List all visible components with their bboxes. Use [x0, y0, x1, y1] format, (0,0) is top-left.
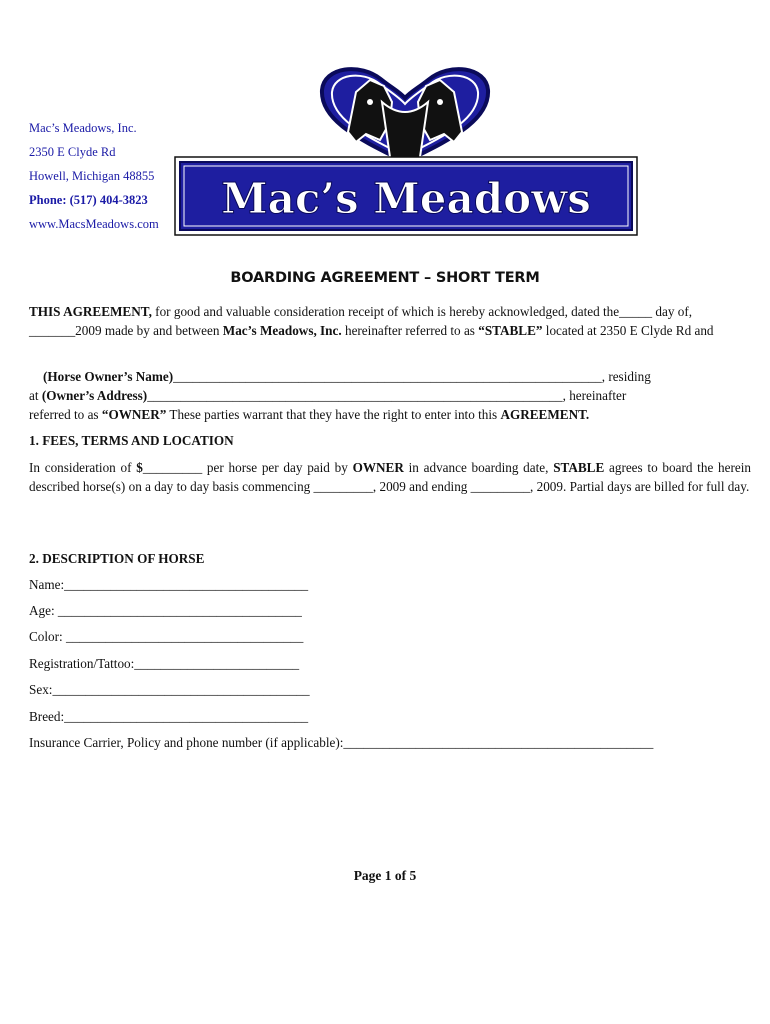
section-1-paragraph [29, 458, 751, 496]
owner-address-label: (Owner’s Address) [41, 388, 148, 403]
horse-breed-field[interactable]: Breed:_____________________________________ [29, 709, 309, 724]
intro-text-1: for good and valuable consideration receipt of which is hereby acknowledged, dated the_____ day of, _______2009 made by and between [29, 304, 693, 338]
horse-heads-icon [348, 80, 462, 165]
intro-company: Mac’s Meadows, Inc. [222, 323, 342, 338]
intro-text-2: hereinafter referred to as [341, 323, 479, 338]
intro-text-3: located at 2350 E Clyde Rd and [542, 323, 714, 338]
intro-lead: THIS AGREEMENT, [29, 304, 152, 319]
intro-paragraph [29, 302, 751, 340]
website-link[interactable]: www.MacsMeadows.com [29, 217, 159, 231]
phone-number: Phone: (517) 404-3823 [29, 193, 148, 207]
horse-color-field[interactable]: Color: ____________________________________ [29, 629, 304, 644]
owner-address-line[interactable] [29, 386, 751, 405]
company-name: Mac’s Meadows, Inc. [29, 121, 137, 135]
warrant-text: These parties warrant that they have the right to enter into this [166, 407, 501, 422]
owner-term: “OWNER” [101, 407, 167, 422]
horse-name-field[interactable]: Name:_____________________________________ [29, 577, 309, 592]
fees-owner: OWNER [352, 460, 404, 475]
residing-text: residing [605, 369, 651, 384]
fees-text-4[interactable]: agrees to board the herein described horse(s) on a day to day basis commencing _________, 2009 and ending _________, 2009. Partial days are billed for full day. [29, 460, 751, 494]
insurance-field[interactable]: Insurance Carrier, Policy and phone number (if applicable):_______________________________________________ [29, 735, 654, 750]
section-1-heading: 1. FEES, TERMS AND LOCATION [29, 433, 234, 448]
at-text: at [29, 388, 42, 403]
fees-text-1: In consideration of [29, 460, 137, 475]
horse-registration-field[interactable]: Registration/Tattoo:_________________________ [29, 656, 300, 671]
owner-name-blank[interactable]: _________________________________________________________________, [173, 369, 606, 384]
fees-text-2[interactable]: _________ per horse per day paid by [142, 460, 353, 475]
owner-name-line[interactable] [29, 367, 751, 386]
city-address: Howell, Michigan 48855 [29, 169, 155, 183]
agreement-term: AGREEMENT. [500, 407, 590, 422]
owner-paragraph [29, 367, 751, 424]
fees-text-3: in advance boarding date, [403, 460, 554, 475]
logo-text: Mac’s Meadows [221, 174, 591, 223]
section-2-heading: 2. DESCRIPTION OF HORSE [29, 551, 205, 566]
page-number: Page 1 of 5 [353, 868, 417, 883]
fees-dollar: $ [136, 460, 143, 475]
fees-stable: STABLE [553, 460, 605, 475]
referred-text: referred to as [29, 407, 102, 422]
document-title: BOARDING AGREEMENT – SHORT TERM [230, 270, 540, 286]
macs-meadows-logo [170, 62, 640, 240]
horse-sex-field[interactable]: Sex:_______________________________________ [29, 682, 310, 697]
contact-block [29, 118, 159, 238]
street-address: 2350 E Clyde Rd [29, 145, 116, 159]
intro-stable: “STABLE” [478, 323, 543, 338]
owner-name-label: (Horse Owner’s Name) [43, 369, 174, 384]
owner-referred-line [29, 405, 751, 424]
owner-address-blank[interactable]: _______________________________________________________________, [147, 388, 566, 403]
horse-age-field[interactable]: Age: _____________________________________ [29, 603, 302, 618]
hereinafter-text: hereinafter [565, 388, 627, 403]
